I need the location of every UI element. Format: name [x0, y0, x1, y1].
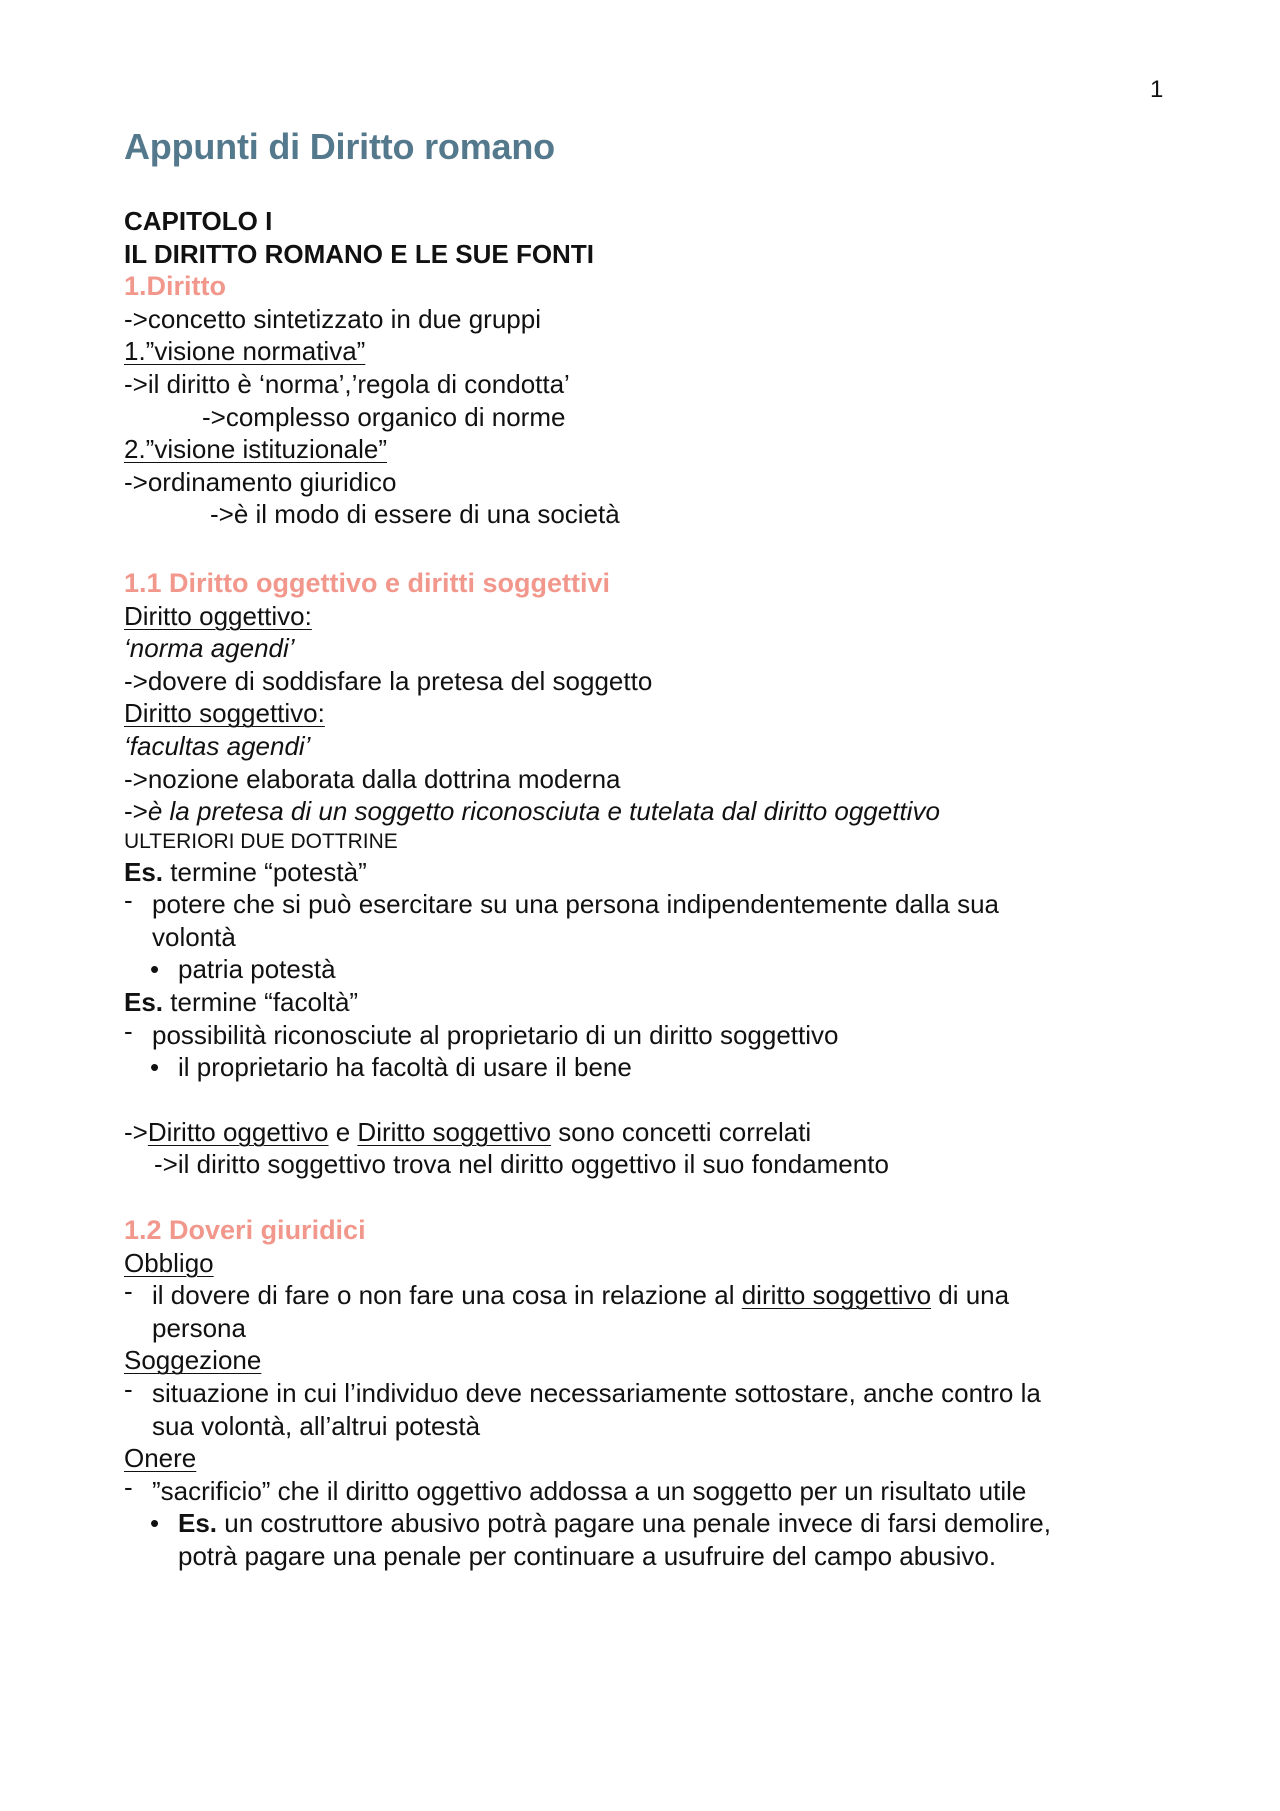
onere-text: ”sacrificio” che il diritto oggettivo addossa a un soggetto per un risultato utile — [152, 1475, 1027, 1506]
dash-marker: - — [124, 1015, 133, 1046]
correlation-line2: ->il diritto soggettivo trova nel diritto oggettivo il suo fondamento — [154, 1149, 889, 1180]
potesta-bullet-item — [124, 953, 1184, 986]
correlation-tail: sono concetti correlati — [551, 1116, 812, 1147]
obbligo-cont: persona — [152, 1312, 246, 1343]
dash-marker: - — [124, 1276, 133, 1307]
visione-istituzionale-line2: ->è il modo di essere di una società — [210, 499, 620, 530]
diritto-intro: ->concetto sintetizzato in due gruppi — [124, 303, 541, 334]
bullet-marker: • — [150, 954, 160, 985]
facolta-dash-text: possibilità riconosciute al proprietario di un diritto soggettivo — [152, 1019, 839, 1050]
correlation-obj: Diritto oggettivo — [147, 1116, 329, 1147]
onere-bullet-text: un costruttore abusivo potrà pagare una penale invece di farsi demolire, — [217, 1508, 1051, 1539]
facolta-bullet-text: il proprietario ha facoltà di usare il bene — [178, 1052, 632, 1083]
onere-label: Onere — [124, 1443, 197, 1474]
correlation-line — [124, 1116, 1184, 1149]
dash-marker: - — [124, 1374, 133, 1404]
obbligo-text-b: di una — [931, 1280, 1010, 1311]
diritto-oggettivo-desc: ->dovere di soddisfare la pretesa del soggetto — [124, 665, 653, 696]
soggezione-dash-item — [124, 1374, 1184, 1410]
example-facolta-term: termine “facoltà” — [163, 987, 359, 1018]
arrow-marker: -> — [124, 796, 148, 827]
obbligo-label: Obbligo — [124, 1247, 214, 1278]
visione-normativa-line1: ->il diritto è ‘norma’,’regola di condotta’ — [124, 368, 570, 399]
example-potesta-term: termine “potestà” — [163, 856, 367, 887]
document-title: Appunti di Diritto romano — [124, 126, 555, 167]
diritto-soggettivo-desc1: ->nozione elaborata dalla dottrina moderna — [124, 763, 621, 794]
correlation-and: e — [328, 1116, 358, 1147]
potesta-dash-item — [124, 885, 1184, 921]
document-body — [124, 205, 1184, 1573]
potesta-dash-text: potere che si può esercitare su una persona indipendentemente dalla sua — [152, 889, 1000, 920]
chapter-label: CAPITOLO I — [124, 206, 273, 236]
onere-bullet-item — [124, 1507, 1184, 1540]
facolta-dash-item — [124, 1015, 1184, 1052]
section-heading-diritto-oggettivo: 1.1 Diritto oggettivo e diritti soggettivi — [124, 567, 611, 598]
potesta-dash-cont: volontà — [152, 921, 236, 952]
visione-istituzionale-label: 2.”visione istituzionale” — [124, 434, 388, 465]
ulteriori-dottrine: ULTERIORI DUE DOTTRINE — [124, 829, 398, 853]
bullet-marker: • — [150, 1508, 160, 1539]
obbligo-text-underlined: diritto soggettivo — [741, 1280, 932, 1311]
visione-istituzionale-line1: ->ordinamento giuridico — [124, 466, 397, 497]
es-label: Es. — [178, 1508, 218, 1539]
chapter-name: IL DIRITTO ROMANO E LE SUE FONTI — [124, 238, 594, 269]
example-potesta — [124, 856, 1184, 889]
es-label: Es. — [124, 856, 164, 887]
diritto-oggettivo-label: Diritto oggettivo: — [124, 600, 312, 631]
facultas-agendi: ‘facultas agendi’ — [124, 730, 311, 761]
arrow-marker: -> — [124, 1116, 148, 1147]
soggezione-text: situazione in cui l’individuo deve necessariamente sottostare, anche contro la — [152, 1378, 1041, 1408]
section-heading-diritto: 1.Diritto — [124, 271, 227, 302]
potesta-bullet-text: patria potestà — [178, 954, 336, 985]
visione-normativa-label: 1.”visione normativa” — [124, 336, 366, 367]
example-facolta — [124, 986, 1184, 1019]
section-heading-doveri: 1.2 Doveri giuridici — [124, 1215, 366, 1246]
onere-dash-item — [124, 1471, 1184, 1508]
es-label: Es. — [124, 987, 164, 1018]
obbligo-text-a: il dovere di fare o non fare una cosa in relazione al — [152, 1280, 742, 1311]
diritto-soggettivo-label: Diritto soggettivo: — [124, 698, 325, 729]
diritto-soggettivo-desc2 — [124, 795, 1184, 828]
facolta-bullet-item — [124, 1051, 1184, 1084]
visione-normativa-line2: ->complesso organico di norme — [202, 401, 566, 432]
onere-bullet-cont: potrà pagare una penale per continuare a usufruire del campo abusivo. — [178, 1540, 997, 1571]
correlation-subj: Diritto soggettivo — [357, 1116, 552, 1147]
bullet-marker: • — [150, 1052, 160, 1083]
dash-marker: - — [124, 885, 133, 916]
page-number: 1 — [1150, 76, 1164, 103]
norma-agendi: ‘norma agendi’ — [124, 633, 295, 664]
soggezione-label: Soggezione — [124, 1345, 262, 1376]
diritto-soggettivo-definition: è la pretesa di un soggetto riconosciuta e tutelata dal diritto oggettivo — [147, 796, 940, 827]
dash-marker: - — [124, 1471, 133, 1502]
obbligo-dash-item — [124, 1276, 1184, 1312]
soggezione-cont: sua volontà, all’altrui potestà — [152, 1410, 481, 1441]
